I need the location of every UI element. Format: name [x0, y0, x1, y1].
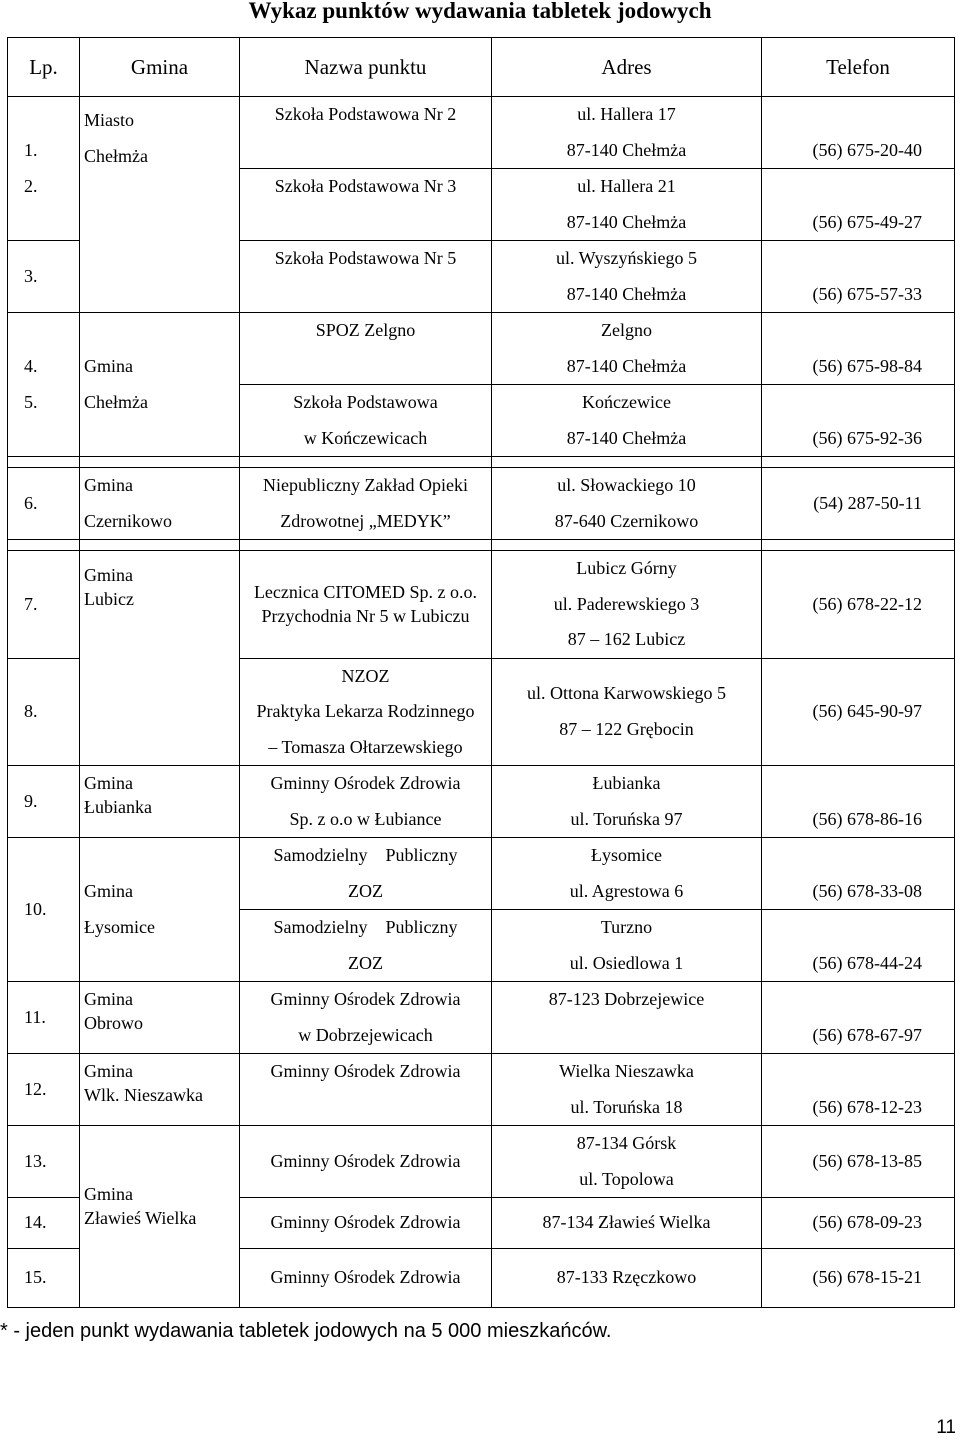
gmina-name: Gmina [84, 989, 133, 1009]
phone-number: (56) 678-67-97 [812, 1024, 922, 1045]
name-cell [240, 766, 492, 838]
gmina-name: Wlk. Nieszawka [84, 1085, 203, 1105]
point-name: – Tomasza Ołtarzewskiego [268, 736, 463, 757]
phone-number: (54) 287-50-11 [813, 492, 922, 513]
gmina-cell [80, 313, 240, 457]
phone-cell [762, 313, 955, 385]
phone-cell [762, 385, 955, 457]
distribution-points-table [7, 37, 955, 1308]
address-cell [492, 241, 762, 313]
table-row [8, 982, 955, 1054]
lp-cell: 11. [8, 982, 80, 1054]
phone-cell [762, 169, 955, 241]
gmina-cell [80, 766, 240, 838]
phone-cell [762, 1126, 955, 1198]
name-cell [240, 169, 492, 241]
lp-cell: 12. [8, 1054, 80, 1126]
gmina-cell [80, 1054, 240, 1126]
point-name: Szkoła Podstawowa Nr 3 [274, 176, 457, 196]
address-line: 87 – 162 Lubicz [567, 629, 686, 649]
footnote: * - jeden punkt wydawania tabletek jodowych na 5 000 mieszkańców. [0, 1320, 612, 1342]
lp-cell: 3. [8, 241, 80, 313]
address-cell [492, 910, 762, 982]
point-name: Publiczny [385, 845, 458, 865]
page-number: 11 [936, 1417, 956, 1438]
gmina-name: Miasto [84, 110, 135, 130]
address-cell: 87-134 Zławieś Wielka [492, 1198, 762, 1249]
name-cell [240, 910, 492, 982]
point-name: Samodzielny [273, 917, 368, 937]
point-name: NZOZ [341, 665, 390, 686]
address-line: ul. Toruńska 18 [570, 1096, 683, 1117]
point-name: Niepubliczny Zakład Opieki [263, 475, 468, 495]
lp-cell: 15. [8, 1249, 80, 1308]
address-line: 87-140 Chełmża [566, 139, 687, 160]
gmina-name: Zławieś Wielka [84, 1208, 197, 1228]
address-line: Wielka Nieszawka [559, 1061, 694, 1081]
point-name: Gminny Ośrodek Zdrowia [270, 1061, 461, 1081]
address-line: ul. Hallera 21 [577, 176, 676, 196]
lp-cell: 10. [8, 838, 80, 982]
gmina-name: Gmina [84, 773, 133, 793]
gmina-name: Gmina [84, 881, 133, 901]
phone-cell [762, 658, 955, 766]
gmina-name: Gmina [84, 1061, 133, 1081]
header-adres: Adres [492, 38, 762, 97]
name-cell [240, 313, 492, 385]
phone-number: (56) 678-15-21 [812, 1267, 922, 1288]
name-cell: Gminny Ośrodek Zdrowia [240, 1198, 492, 1249]
point-name: Szkoła Podstawowa Nr 2 [274, 104, 457, 124]
lp-value: 4. [24, 356, 38, 376]
address-cell [492, 982, 762, 1054]
name-cell [240, 658, 492, 766]
name-cell [240, 241, 492, 313]
gmina-name: Obrowo [84, 1013, 143, 1033]
name-cell: Gminny Ośrodek Zdrowia [240, 1249, 492, 1308]
address-line: ul. Hallera 17 [577, 104, 676, 124]
point-name: Praktyka Lekarza Rodzinnego [256, 701, 475, 721]
address-line: Łysomice [591, 845, 662, 865]
name-cell [240, 468, 492, 540]
table-row [8, 551, 955, 659]
lp-cell: 9. [8, 766, 80, 838]
lp-cell [8, 97, 80, 241]
phone-cell [762, 766, 955, 838]
lp-cell [8, 313, 80, 457]
gmina-name: Łubianka [84, 797, 152, 817]
address-line: 87-640 Czernikowo [554, 510, 699, 531]
gmina-name: Gmina [84, 565, 133, 585]
address-line: ul. Słowackiego 10 [557, 475, 696, 495]
address-cell [492, 1054, 762, 1126]
address-cell [492, 169, 762, 241]
address-line: 87-140 Chełmża [566, 283, 687, 304]
phone-cell [762, 468, 955, 540]
table-row [8, 313, 955, 385]
address-line: ul. Toruńska 97 [570, 808, 683, 829]
address-line: Zelgno [601, 320, 652, 340]
lp-cell: 6. [8, 468, 80, 540]
gmina-cell [80, 838, 240, 982]
address-cell [492, 658, 762, 766]
name-cell: Gminny Ośrodek Zdrowia [240, 1126, 492, 1198]
address-line: 87-140 Chełmża [566, 211, 687, 232]
phone-number: (56) 678-22-12 [812, 593, 922, 614]
gmina-cell [80, 1126, 240, 1308]
point-name: Lecznica CITOMED Sp. z o.o. [253, 582, 478, 603]
point-name: Samodzielny [273, 845, 368, 865]
address-cell [492, 766, 762, 838]
table-row [8, 838, 955, 910]
gmina-name: Gmina [84, 356, 133, 376]
header-nazwa: Nazwa punktu [240, 38, 492, 97]
phone-number: (56) 675-57-33 [812, 283, 922, 304]
phone-number: (56) 678-12-23 [812, 1096, 922, 1117]
phone-cell [762, 551, 955, 659]
phone-cell [762, 982, 955, 1054]
lp-cell: 13. [8, 1126, 80, 1198]
point-name: ZOZ [348, 952, 383, 973]
point-name: ZOZ [348, 880, 383, 901]
address-line: Łubianka [592, 773, 661, 793]
point-name: Zdrowotnej „MEDYK” [280, 510, 451, 531]
table-row [8, 468, 955, 540]
table-row [8, 1126, 955, 1198]
gmina-name: Łysomice [84, 916, 155, 937]
separator-row [8, 457, 955, 468]
name-cell [240, 982, 492, 1054]
phone-cell [762, 1054, 955, 1126]
point-name: w Kończewicach [303, 427, 428, 448]
lp-cell: 14. [8, 1198, 80, 1249]
address-line: 87-140 Chełmża [566, 427, 687, 448]
phone-number: (56) 678-44-24 [812, 952, 922, 973]
address-line: 87-123 Dobrzejewice [548, 989, 705, 1009]
name-cell [240, 838, 492, 910]
point-name: Gminny Ośrodek Zdrowia [270, 773, 461, 793]
phone-number: (56) 675-49-27 [812, 211, 922, 232]
phone-number: (56) 645-90-97 [812, 701, 922, 721]
address-line: Lubicz Górny [576, 558, 677, 578]
separator-row [8, 540, 955, 551]
table-row [8, 97, 955, 169]
gmina-name: Chełmża [84, 391, 148, 412]
lp-cell: 8. [8, 658, 80, 766]
name-cell [240, 551, 492, 659]
phone-cell [762, 1249, 955, 1308]
phone-cell [762, 97, 955, 169]
point-name: w Dobrzejewicach [298, 1024, 433, 1045]
header-gmina: Gmina [80, 38, 240, 97]
name-cell [240, 97, 492, 169]
gmina-cell [80, 468, 240, 540]
address-line: ul. Topolowa [579, 1168, 674, 1189]
phone-number: (56) 678-86-16 [812, 808, 922, 829]
phone-number: (56) 675-92-36 [812, 427, 922, 448]
address-cell [492, 97, 762, 169]
point-name: Szkoła Podstawowa Nr 5 [274, 248, 457, 268]
address-line: 87 – 122 Grębocin [559, 718, 694, 739]
phone-number: (56) 675-20-40 [812, 139, 922, 160]
point-name: Publiczny [385, 917, 458, 937]
address-cell [492, 838, 762, 910]
gmina-name: Gmina [84, 475, 133, 495]
address-cell [492, 1126, 762, 1198]
point-name: Przychodnia Nr 5 w Lubiczu [261, 606, 470, 627]
address-cell [492, 385, 762, 457]
phone-cell [762, 1198, 955, 1249]
lp-value: 1. [24, 140, 38, 160]
name-cell [240, 1054, 492, 1126]
table-row [8, 766, 955, 838]
address-cell [492, 313, 762, 385]
phone-number: (56) 678-33-08 [812, 880, 922, 901]
address-line: 87-140 Chełmża [566, 355, 687, 376]
address-cell [492, 468, 762, 540]
address-line: ul. Wyszyńskiego 5 [555, 248, 698, 268]
gmina-cell [80, 551, 240, 766]
gmina-name: Chełmża [84, 145, 148, 166]
lp-value: 2. [24, 175, 38, 196]
gmina-cell [80, 982, 240, 1054]
gmina-cell [80, 97, 240, 313]
address-line: ul. Paderewskiego 3 [553, 593, 700, 614]
address-line: 87-134 Górsk [576, 1133, 677, 1153]
address-line: Turzno [600, 917, 653, 937]
address-line: ul. Agrestowa 6 [569, 880, 684, 901]
phone-cell [762, 838, 955, 910]
gmina-name: Czernikowo [84, 510, 172, 531]
address-line: Kończewice [582, 392, 671, 412]
header-telefon: Telefon [762, 38, 955, 97]
address-line: ul. Osiedlowa 1 [569, 952, 684, 973]
page-title: Wykaz punktów wydawania tabletek jodowych [248, 0, 712, 23]
address-cell: 87-133 Rzęczkowo [492, 1249, 762, 1308]
lp-value: 5. [24, 391, 38, 412]
phone-number: (56) 678-13-85 [812, 1150, 922, 1171]
address-cell [492, 551, 762, 659]
lp-cell: 7. [8, 551, 80, 659]
point-name: Sp. z o.o w Łubiance [289, 808, 442, 829]
table-row [8, 1054, 955, 1126]
gmina-name: Gmina [84, 1184, 133, 1204]
name-cell [240, 385, 492, 457]
phone-cell [762, 910, 955, 982]
point-name: SPOZ Zelgno [315, 320, 416, 340]
header-lp: Lp. [8, 38, 80, 97]
address-line: ul. Ottona Karwowskiego 5 [527, 683, 726, 704]
point-name: Gminny Ośrodek Zdrowia [270, 989, 461, 1009]
gmina-name: Lubicz [84, 589, 134, 609]
phone-cell [762, 241, 955, 313]
phone-number: (56) 675-98-84 [812, 355, 922, 376]
table-header-row [8, 38, 955, 97]
phone-number: (56) 678-09-23 [812, 1212, 922, 1233]
point-name: Szkoła Podstawowa [293, 392, 438, 412]
